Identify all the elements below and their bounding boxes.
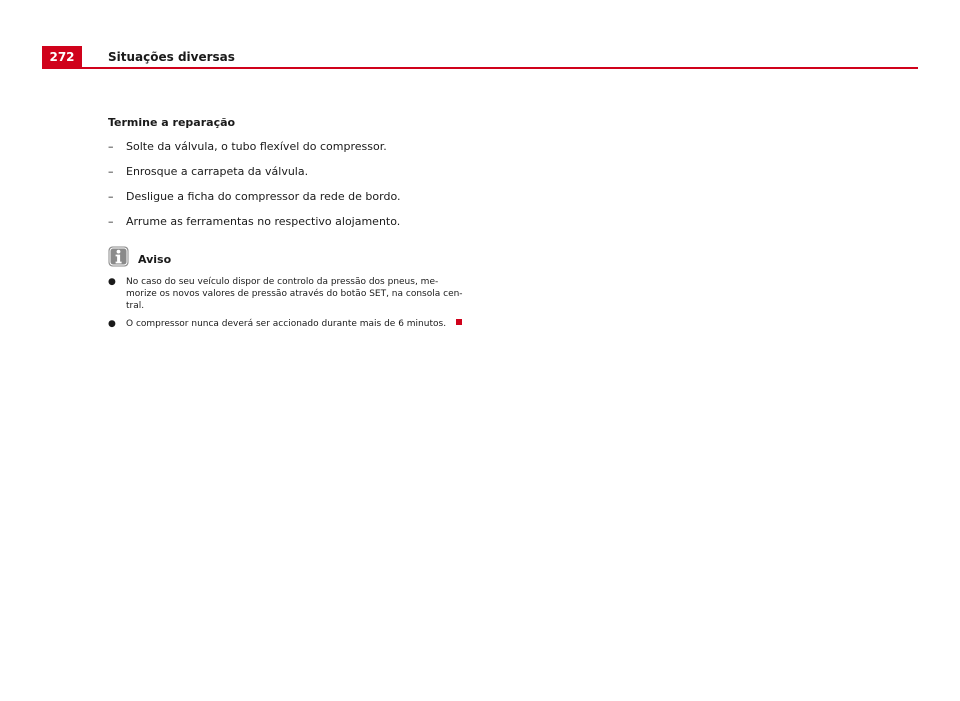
notice-list <box>108 276 468 330</box>
page-header <box>42 46 918 69</box>
step-text: Arrume as ferramentas no respectivo alojamento. <box>126 215 401 228</box>
dash-marker: – <box>108 165 114 178</box>
list-item <box>108 276 468 312</box>
notice-text-line: morize os novos valores de pressão através do botão SET, na consola cen- <box>126 289 463 299</box>
end-of-section-icon <box>456 319 462 325</box>
step-text: Solte da válvula, o tubo flexível do compressor. <box>126 140 387 153</box>
bullet-icon: ● <box>108 319 116 329</box>
list-item <box>108 139 468 155</box>
notice-text-line: No caso do seu veículo dispor de controlo da pressão dos pneus, me- <box>126 277 439 287</box>
list-item <box>108 189 468 205</box>
step-list <box>108 139 468 230</box>
main-content <box>108 115 468 336</box>
list-item <box>108 318 468 330</box>
notice-text-line: tral. <box>126 301 145 311</box>
page-number: 272 <box>42 46 82 67</box>
dash-marker: – <box>108 190 114 203</box>
subheading: Termine a reparação <box>108 116 236 129</box>
section-title: Situações diversas <box>108 50 235 64</box>
step-text: Desligue a ficha do compressor da rede de bordo. <box>126 190 401 203</box>
list-item <box>108 164 468 180</box>
notice-header <box>108 246 468 272</box>
notice-title: Aviso <box>138 253 172 266</box>
dash-marker: – <box>108 215 114 228</box>
notice-box <box>108 246 468 330</box>
step-text: Enrosque a carrapeta da válvula. <box>126 165 309 178</box>
info-icon <box>108 246 129 267</box>
dash-marker: – <box>108 140 114 153</box>
notice-text-line: O compressor nunca deverá ser accionado durante mais de 6 minutos. <box>126 319 447 329</box>
bullet-icon: ● <box>108 277 116 287</box>
list-item <box>108 214 468 230</box>
